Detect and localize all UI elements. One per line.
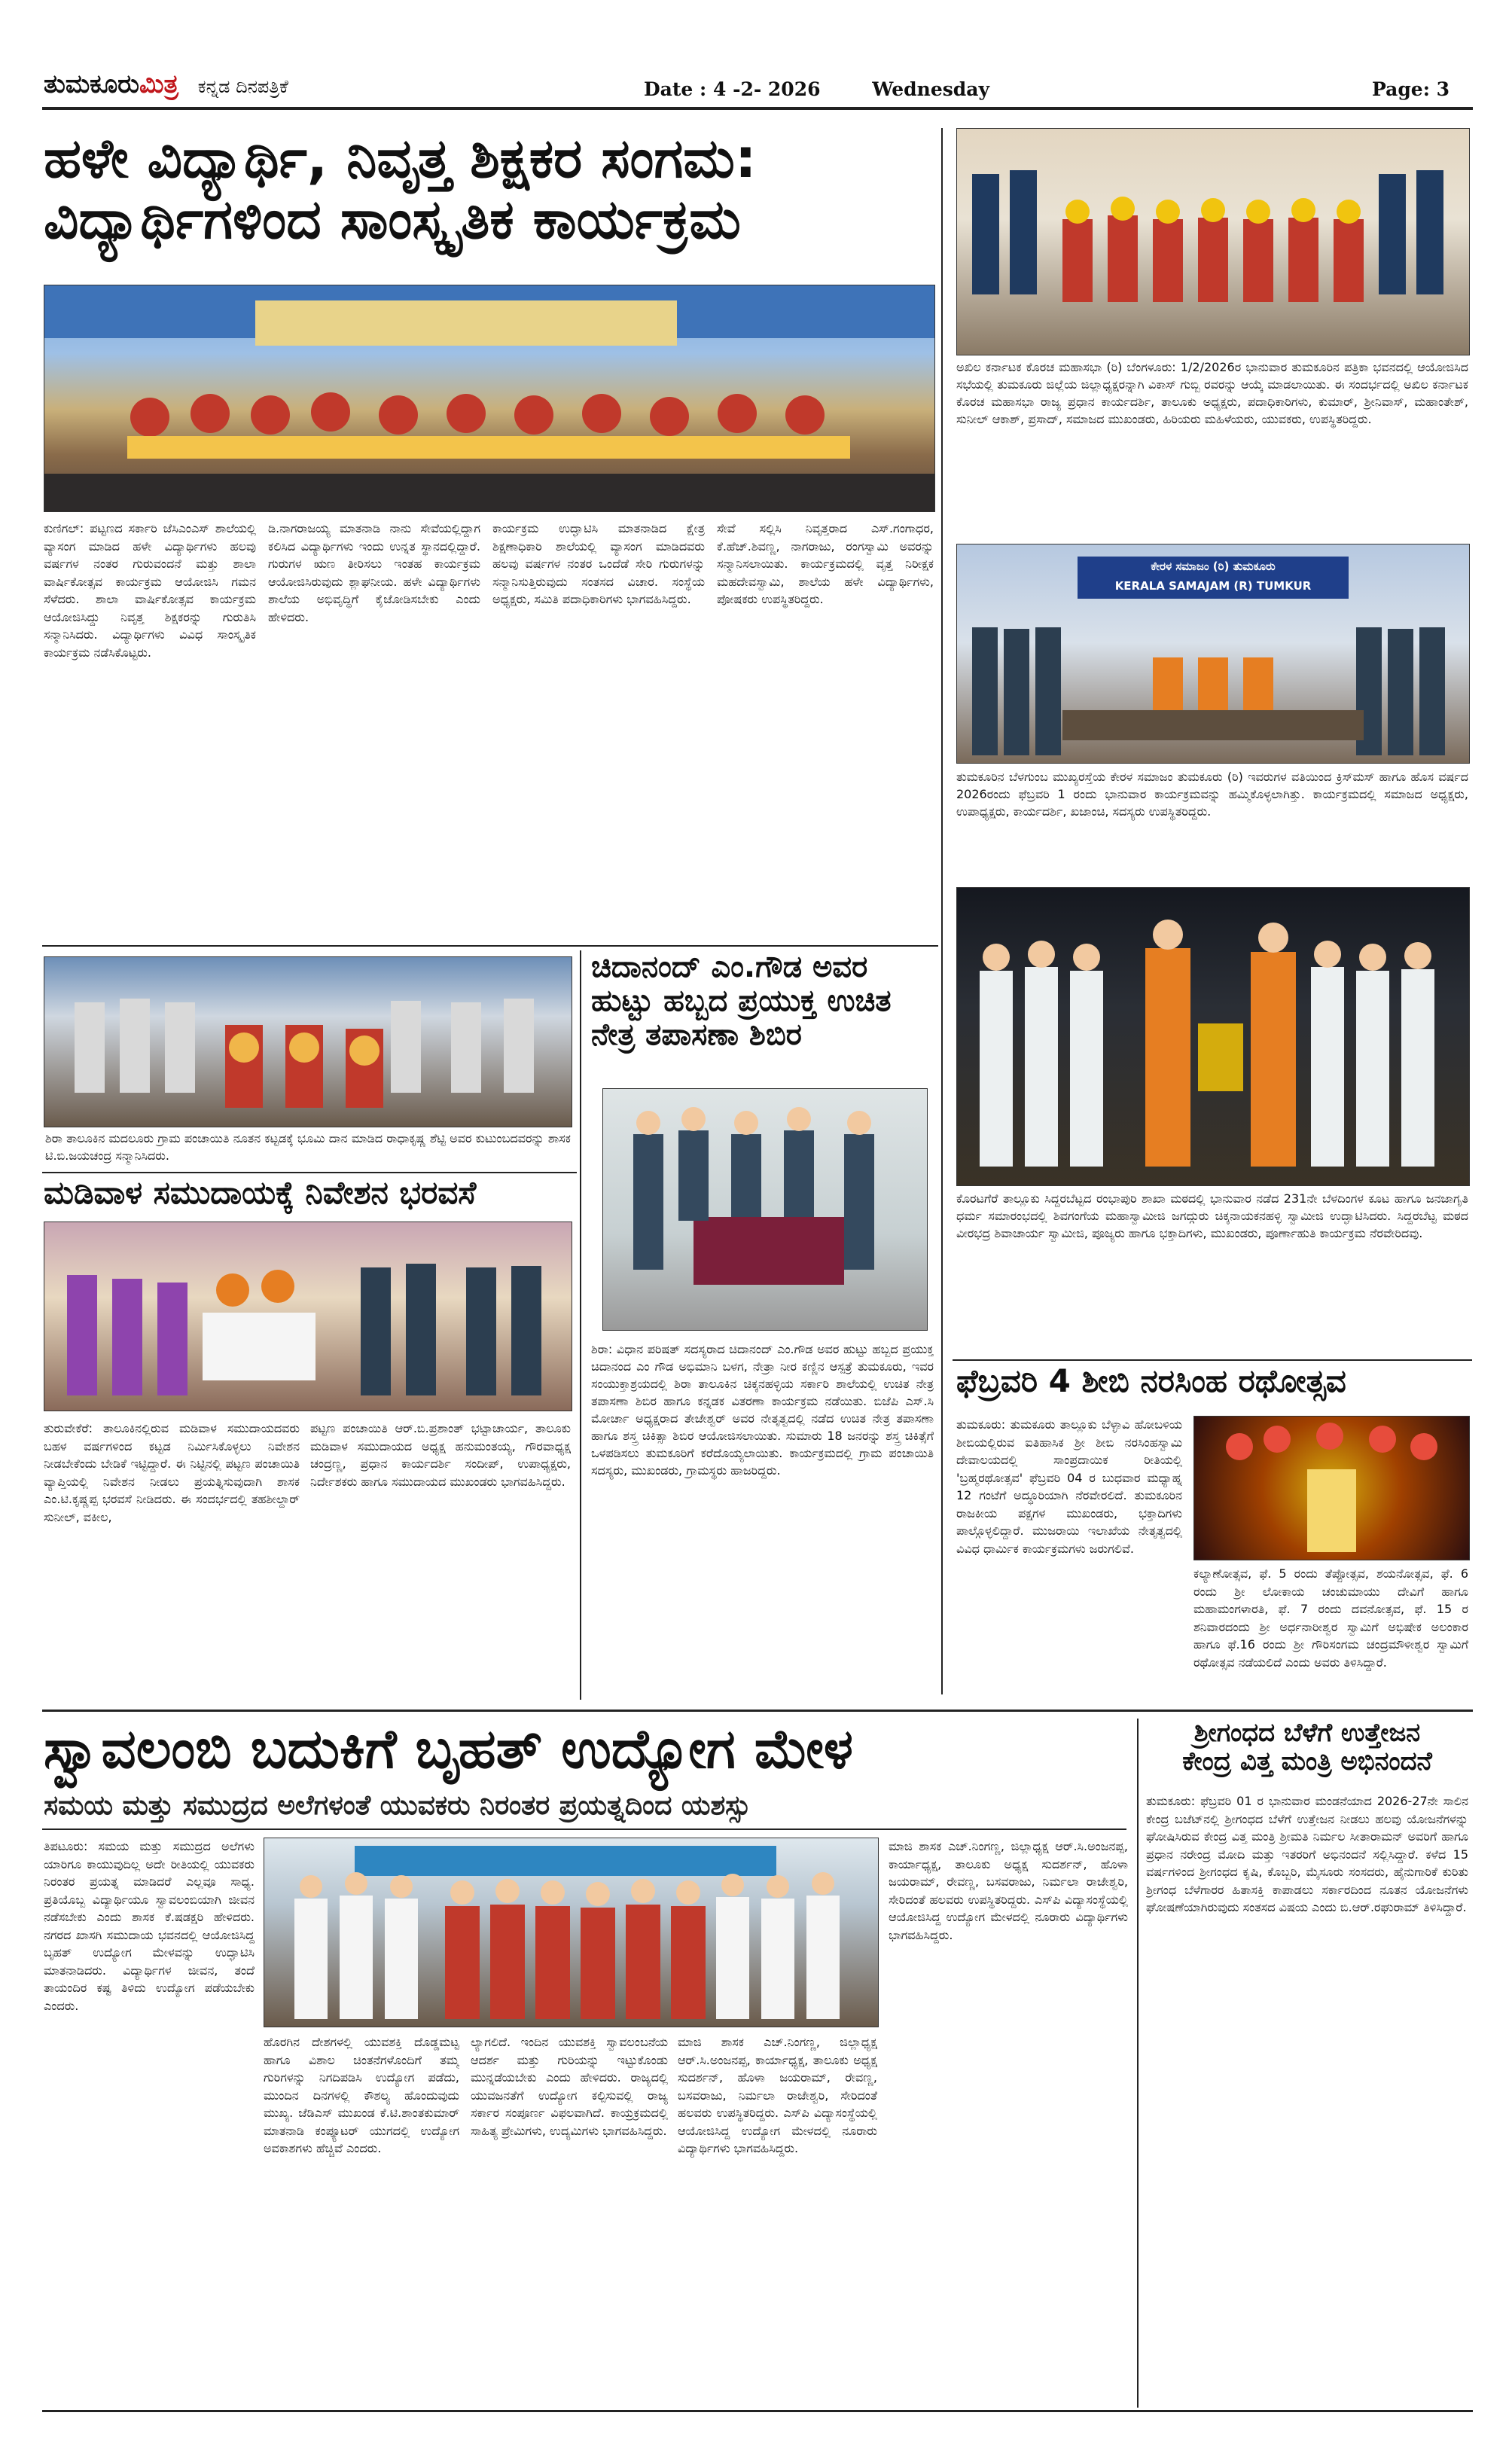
article5-top-rule: [953, 1359, 1472, 1361]
bottom-rule: [42, 2410, 1473, 2412]
article1-col1: ಕುಣಿಗಲ್: ಪಟ್ಟಣದ ಸರ್ಕಾರಿ ಜೆಸಿಎಂಎಸ್ ಶಾಲೆಯಲ್ಲಿ ವ್ಯಾಸಂಗ ಮಾಡಿದ ಹಳೇ ವಿದ್ಯಾರ್ಥಿಗಳು ಹಲವು ವರ್ಷಗಳ ನಂತರ ಗುರುವಂದನೆ ಮತ್ತು ಶಾಲಾ ವಾರ್ಷಿಕೋತ್ಸವ ಕಾರ್ಯಕ್ರಮ ಆಯೋಜಿಸಿ ಗಮನ ಸೆಳೆದರು. ಶಾಲಾ ವಾರ್ಷಿಕೋತ್ಸವ ಕಾರ್ಯಕ್ರಮ ಆಯೋಜಿಸಿದ್ದು ನಿವೃತ್ತ ಶಿಕ್ಷಕರನ್ನು ಗುರುತಿಸಿ ಸನ್ಮಾನಿಸಿದರು. ವಿದ್ಯಾರ್ಥಿಗಳು ವಿವಿಧ ಸಾಂಸ್ಕೃತಿಕ ಕಾರ್ಯಕ್ರಮ ನಡೆಸಿಕೊಟ್ಟರು.: [44, 521, 256, 660]
issue-date: [644, 78, 989, 100]
article5-col2: ಕಲ್ಯಾಣೋತ್ಸವ, ಫೆ. 5 ರಂದು ತೆಪ್ಪೋತ್ಸವ, ಶಯನೋತ್ಸವ, ಫೆ. 6 ರಂದು ಶ್ರೀ ಲೋಕಾಯ ಚಂಚುಮಾಯು ದೇವಿಗೆ ಹಾಗೂ ಮಹಾಮಂಗಳಾರತಿ, ಫೆ. 7 ರಂದು ದವನೋತ್ಸವ, ಫೆ. 15 ರ ಶನಿವಾರದಂದು ಶ್ರೀ ಅರ್ಧನಾರೀಶ್ವರ ಸ್ವಾಮಿಗೆ ಅಭಿಷೇಕ ಅಲಂಕಾರ ಹಾಗೂ ಫೆ.16 ರಂದು ಶ್ರೀ ಗೌರಿಸಂಗಮ ಚಂದ್ರಮೌಳೀಶ್ವರ ಸ್ವಾಮಿಗೆ ರಥೋತ್ಸವ ನಡೆಯಲಿದೆ ಎಂದು ಅವರು ತಿಳಿಸಿದ್ದಾರೆ.: [1193, 1566, 1468, 1670]
article6-col4: ಮಾಜಿ ಶಾಸಕ ಎಚ್.ನಿಂಗಣ್ಣ, ಜಿಲ್ಲಾಧ್ಯಕ್ಷ ಆರ್.ಸಿ.ಅಂಜನಪ್ಪ, ಕಾರ್ಯಾಧ್ಯಕ್ಷ, ತಾಲೂಕು ಅಧ್ಯಕ್ಷ ಸುದರ್ಶನ್, ಹೊಳಾ ಜಯರಾಮ್, ರೇವಣ್ಣ, ಬಸವರಾಜು, ನಿರ್ಮಲಾ ರಾಜೇಶ್ವರಿ, ಸೇರಿದಂತೆ ಹಲವರು ಉಪಸ್ಥಿತರಿದ್ದರು. ಎಸ್‌ಪಿ ವಿದ್ಯಾಸಂಸ್ಥೆಯಲ್ಲಿ ಆಯೋಜಿಸಿದ್ದ ಉದ್ಯೋಗ ಮೇಳದಲ್ಲಿ ನೂರಾರು ವಿದ್ಯಾರ್ಥಿಗಳು ಭಾಗವಹಿಸಿದ್ದರು.: [678, 2035, 877, 2155]
article2-photo-illustration: [44, 957, 572, 1127]
article6-col3: ಲ್ಯಾಗಲಿದೆ. ಇಂದಿನ ಯುವಶಕ್ತಿ ಸ್ವಾವಲಂಬನೆಯ ಆದರ್ಶ ಮತ್ತು ಗುರಿಯನ್ನು ಇಟ್ಟುಕೊಂಡು ಮುನ್ನಡೆಯಬೇಕು ಎಂದು ಹೇಳಿದರು. ರಾಜ್ಯದಲ್ಲಿ ಯುವಜನತೆಗೆ ಉದ್ಯೋಗ ಕಲ್ಪಿಸುವಲ್ಲಿ ರಾಜ್ಯ ಸರ್ಕಾರ ಸಂಪೂರ್ಣ ವಿಫಲವಾಗಿದೆ. ಕಾಯ್ರಕ್ರಮದಲ್ಲಿ ಸಾಹಿತ್ಯ ಪ್ರೇಮಿಗಳು, ಉದ್ಯಮಿಗಳು ಭಾಗವಹಿಸಿದ್ದರು.: [471, 2035, 668, 2138]
masthead-subtitle: ಕನ್ನಡ ದಿನಪತ್ರಿಕೆ: [197, 76, 288, 97]
article7-headline: [1146, 1719, 1468, 1776]
weekday-text: Wednesday: [872, 78, 990, 100]
article6-headline: ಸ್ವಾವಲಂಬಿ ಬದುಕಿಗೆ ಬೃಹತ್ ಉದ್ಯೋಗ ಮೇಳ: [44, 1717, 854, 1780]
article4-left-rule: [580, 950, 581, 1700]
masthead-brand-accent: ಮಿತ್ರ: [139, 69, 178, 99]
masthead-brand: ತುಮಕೂರು: [44, 69, 139, 99]
article3-photo-illustration: [44, 1222, 572, 1411]
article4-headline-line2: ಹುಟ್ಟು ಹಬ್ಬದ ಪ್ರಯುಕ್ತ ಉಚಿತ: [591, 983, 892, 1018]
right1-photo-illustration: [957, 129, 1469, 355]
article5-photo-illustration: [1194, 1417, 1469, 1560]
article1-headline: [44, 128, 932, 249]
right3-caption: ಕೊರಟಗೆರೆ ತಾಲ್ಲೂಕು ಸಿದ್ದರಬೆಟ್ಟದ ರಂಭಾಪುರಿ ಶಾಖಾ ಮಠದಲ್ಲಿ ಭಾನುವಾರ ನಡೆದ 231ನೇ ಬೆಳದಿಂಗಳ ಕೂಟ ಹಾಗೂ ಜನಜಾಗೃತಿ ಧರ್ಮ ಸಮಾರಂಭದಲ್ಲಿ ಶಿವಗಂಗೆಯ ಮಹಾಸ್ವಾಮೀಜಿ ಜಗದ್ಗುರು ಚಿಕ್ಕನಾಯಕನಹಳ್ಳಿ ಸ್ವಾಮೀಜಿ ಉದ್ಘಾಟಿಸಿದರು. ಸಿದ್ದರಬೆಟ್ಟ ಮಠದ ವೀರಭದ್ರ ಶಿವಾಚಾರ್ಯ ಸ್ವಾಮೀಜಿ, ಪೂಜ್ಯರು ಹಾಗೂ ಭಕ್ತಾದಿಗಳು, ಮುಖಂಡರು, ಪೂರ್ಣಾಹುತಿ ಕಾರ್ಯಕ್ರಮ ನೆರವೇರಿದವು.: [956, 1191, 1468, 1240]
article1-bottom-rule: [42, 945, 938, 947]
article1-headline-line1: ಹಳೇ ವಿದ್ಯಾರ್ಥಿ, ನಿವೃತ್ತ ಶಿಕ್ಷಕರ ಸಂಗಮ:: [44, 127, 757, 190]
right3-photo: [956, 887, 1470, 1186]
article2-caption: ಶಿರಾ ತಾಲೂಕಿನ ಮದಲೂರು ಗ್ರಾಮ ಪಂಚಾಯಿತಿ ನೂತನ ಕಟ್ಟಡಕ್ಕೆ ಭೂಮಿ ದಾನ ಮಾಡಿದ ರಾಧಾಕೃಷ್ಣ ಶೆಟ್ಟಿ ಅವರ ಕುಟುಂಬದವರನ್ನು ಶಾಸಕ ಟಿ.ಬಿ.ಜಯಚಂದ್ರ ಸನ್ಮಾನಿಸಿದರು.: [45, 1131, 571, 1163]
article6-col1: ತಿಪಟೂರು: ಸಮಯ ಮತ್ತು ಸಮುದ್ರದ ಅಲೆಗಳು ಯಾರಿಗೂ ಕಾಯುವುದಿಲ್ಲ ಅದೇ ರೀತಿಯಲ್ಲಿ ಯುವಕರು ನಿರಂತರ ಪ್ರಯತ್ನ ಮಾಡಿದರೆ ಎಲ್ಲವೂ ಸಾಧ್ಯ. ಪ್ರತಿಯೊಬ್ಬ ವಿದ್ಯಾರ್ಥಿಯೂ ಸ್ವಾವಲಂಬಿಯಾಗಿ ಜೀವನ ನಡೆಸಬೇಕು ಎಂದು ಶಾಸಕ ಕೆ.ಷಡಕ್ಷರಿ ಹೇಳಿದರು. ನಗರದ ಖಾಸಗಿ ಸಮುದಾಯ ಭವನದಲ್ಲಿ ಆಯೋಜಿಸಿದ್ದ ಬೃಹತ್ ಉದ್ಯೋಗ ಮೇಳವನ್ನು ಉದ್ಘಾಟಿಸಿ ಮಾತನಾಡಿದರು. ವಿದ್ಯಾರ್ಥಿಗಳ ಜೀವನ, ತಂದೆ ತಾಯಂದಿರ ಕಷ್ಟ ತಿಳಿದು ಉದ್ಯೋಗ ಪಡೆಯಬೇಕು ಎಂದರು.: [44, 1839, 255, 2013]
article7-body: ತುಮಕೂರು: ಫೆಬ್ರವರಿ 01 ರ ಭಾನುವಾರ ಮಂಡನೆಯಾದ 2026-27ನೇ ಸಾಲಿನ ಕೇಂದ್ರ ಬಜೆಟ್‌ನಲ್ಲಿ ಶ್ರೀಗಂಧದ ಬೆಳೆಗೆ ಉತ್ತೇಜನ ನೀಡಲು ಹಲವು ಯೋಜನೆಗಳನ್ನು ಘೋಷಿಸಿರುವ ಕೇಂದ್ರ ವಿತ್ತ ಮಂತ್ರಿ ಶ್ರೀಮತಿ ನಿರ್ಮಲ ಸೀತಾರಾಮನ್ ಅವರಿಗೆ ಹಾಗೂ ಪ್ರಧಾನ ನರೇಂದ್ರ ಮೋದಿ ಮತ್ತು ಇತರರಿಗೆ ಅಭಿನಂದನೆ ಸಲ್ಲಿಸಿದ್ದಾರೆ. ಕಳೆದ 15 ವರ್ಷಗಳಿಂದ ಶ್ರೀಗಂಧದ ಕೃಷಿ, ಕೊಬ್ಬರಿ, ಮೈಸೂರು ಸಂಸದರು, ಹೈನುಗಾರಿಕೆ ಕುರಿತು ಶ್ರೀಗಂಧ ಬೆಳೆಗಾರರ ಹಿತಾಸಕ್ತಿ ಕಾಪಾಡಲು ಸರ್ಕಾರದಿಂದ ನೂತನ ಯೋಜನೆಗಳು ಘೋಷಣೆಯಾಗಿರುವುದು ಸಂತಸದ ವಿಷಯ ಎಂದು ಬಿ.ಆರ್.ರಘುರಾಮ್ ತಿಳಿಸಿದ್ದಾರೆ.: [1146, 1794, 1468, 1914]
article3-headline: ಮಡಿವಾಳ ಸಮುದಾಯಕ್ಕೆ ನಿವೇಶನ ಭರವಸೆ: [44, 1174, 477, 1211]
article4-headline-line3: ನೇತ್ರ ತಪಾಸಣಾ ಶಿಬಿರ: [591, 1017, 802, 1052]
right1-caption: ಅಖಿಲ ಕರ್ನಾಟಕ ಕೊರಚ ಮಹಾಸಭಾ (ರಿ) ಬೆಂಗಳೂರು: 1/2/2026ರ ಭಾನುವಾರ ತುಮಕೂರಿನ ಪತ್ರಿಕಾ ಭವನದಲ್ಲಿ ಆಯೋಜಿಸಿದ ಸಭೆಯಲ್ಲಿ ತುಮಕೂರು ಜಿಲ್ಲೆಯ ಜಿಲ್ಲಾಧ್ಯಕ್ಷರನ್ನಾಗಿ ವಿಕಾಸ್ ಗುಬ್ಬಿ ರವರನ್ನು ಆಯ್ಕೆ ಮಾಡಲಾಯಿತು. ಈ ಸಂದರ್ಭದಲ್ಲಿ ಅಖಿಲ ಕರ್ನಾಟಕ ಕೊರಚ ಮಹಾಸಭಾ ರಾಜ್ಯ ಪ್ರಧಾನ ಕಾರ್ಯದರ್ಶಿ, ತಾಲೂಕು ಅಧ್ಯಕ್ಷರು, ಪದಾಧಿಕಾರಿಗಳು, ಕುಮಾರ್, ಶ್ರೀನಿವಾಸ್, ಮಹಾಂತೇಶ್, ಸುನೀಲ್ ಆಕಾಶ್, ಪ್ರಸಾದ್, ಸಮಾಜದ ಮುಖಂಡರು, ಹಿರಿಯರು ಮಹಿಳೆಯರು, ಯುವಕರು, ಉಪಸ್ಥಿತರಿದ್ದರು.: [956, 360, 1468, 426]
section-rule: [42, 1710, 1473, 1712]
masthead: [44, 69, 288, 99]
right2-photo: [956, 544, 1470, 764]
article1-photo-illustration: [44, 285, 934, 511]
column-divider: [941, 128, 943, 1694]
article4-headline-line1: ಚಿದಾನಂದ್ ಎಂ.ಗೌಡ ಅವರ: [591, 950, 868, 984]
article3-col2: ಪಟ್ಟಣ ಪಂಚಾಯಿತಿ ಆರ್.ಬಿ.ಪ್ರಶಾಂತ್ ಭಟ್ಟಾಚಾರ್ಯ, ತಾಲೂಕು ಮಡಿವಾಳ ಸಮುದಾಯದ ಅಧ್ಯಕ್ಷ ಹನುಮಂತಯ್ಯ, ಗೌರವಾಧ್ಯಕ್ಷ ಚಂದ್ರಣ್ಣ, ಪ್ರಧಾನ ಕಾರ್ಯದರ್ಶಿ ಸಂದೀಪ್, ಉಪಾಧ್ಯಕ್ಷರು, ನಿರ್ದೇಶಕರು ಹಾಗೂ ಸಮುದಾಯದ ಮುಖಂಡರು ಭಾಗವಹಿಸಿದ್ದರು.: [310, 1421, 571, 1489]
article4-caption: ಶಿರಾ: ವಿಧಾನ ಪರಿಷತ್ ಸದಸ್ಯರಾದ ಚಿದಾನಂದ್ ಎಂ.ಗೌಡ ಅವರ ಹುಟ್ಟು ಹಬ್ಬದ ಪ್ರಯುಕ್ತ ಚಿದಾನಂದ ಎಂ ಗೌಡ ಅಭಿಮಾನಿ ಬಳಗ, ನೇತ್ರಾ ನೀರ ಕಣ್ಣಿನ ಆಸ್ಪತ್ರೆ ತುಮಕೂರು, ಇವರ ಸಂಯುಕ್ತಾಶ್ರಯದಲ್ಲಿ ಶಿರಾ ತಾಲೂಕಿನ ಚಿಕ್ಕನಹಳ್ಳಿಯ ಸರ್ಕಾರಿ ಶಾಲೆಯಲ್ಲಿ ಉಚಿತ ನೇತ್ರ ತಪಾಸಣಾ ಶಿಬಿರ ಹಾಗೂ ಕನ್ನಡಕ ವಿತರಣಾ ಕಾರ್ಯಕ್ರಮ ನಡೆಯಿತು. ಬಿಜೆಪಿ ಎಸ್.ಸಿ ಮೋರ್ಚಾ ಅಧ್ಯಕ್ಷರಾದ ತೇಜೇಶ್ವರ್ ಅವರ ನೇತೃತ್ವದಲ್ಲಿ ನಡೆದ ಉಚಿತ ನೇತ್ರ ತಪಾಸಣಾ ಹಾಗೂ ಶಸ್ತ್ರ ಚಿಕಿತ್ಸಾ ಶಿಬಿರ ಆಯೋಜಿಸಲಾಯಿತು. ಸುಮಾರು 18 ಜನರನ್ನು ಶಸ್ತ್ರ ಚಿಕಿತ್ಸೆಗೆ ಒಳಪಡಿಸಲು ತುಮಕೂರಿಗೆ ಕರೆದೊಯ್ಯಲಾಯಿತು. ಕಾರ್ಯಕ್ರಮದಲ್ಲಿ ಗ್ರಾಮ ಪಂಚಾಯಿತಿ ಸದಸ್ಯರು, ಮುಖಂಡರು, ಗ್ರಾಮಸ್ಥರು ಹಾಜರಿದ್ದರು.: [591, 1342, 934, 1478]
date-text: Date : 4 -2- 2026: [644, 78, 821, 100]
article6-col4-continued: ಮಾಜಿ ಶಾಸಕ ಎಚ್.ನಿಂಗಣ್ಣ, ಜಿಲ್ಲಾಧ್ಯಕ್ಷ ಆರ್.ಸಿ.ಅಂಜನಪ್ಪ, ಕಾರ್ಯಾಧ್ಯಕ್ಷ, ತಾಲೂಕು ಅಧ್ಯಕ್ಷ ಸುದರ್ಶನ್, ಹೊಳಾ ಜಯರಾಮ್, ರೇವಣ್ಣ, ಬಸವರಾಜು, ನಿರ್ಮಲಾ ರಾಜೇಶ್ವರಿ, ಸೇರಿದಂತೆ ಹಲವರು ಉಪಸ್ಥಿತರಿದ್ದರು. ಎಸ್‌ಪಿ ವಿದ್ಯಾಸಂಸ್ಥೆಯಲ್ಲಿ ಆಯೋಜಿಸಿದ್ದ ಉದ್ಯೋಗ ಮೇಳದಲ್ಲಿ ನೂರಾರು ವಿದ್ಯಾರ್ಥಿಗಳು ಭಾಗವಹಿಸಿದ್ದರು.: [889, 1839, 1128, 1942]
article1-headline-line2: ವಿದ್ಯಾರ್ಥಿಗಳಿಂದ ಸಾಂಸ್ಕೃತಿಕ ಕಾರ್ಯಕ್ರಮ: [44, 187, 741, 251]
right1-photo: [956, 128, 1470, 355]
article6-subhead-rule: [42, 1829, 1126, 1830]
article3-top-rule: [42, 1172, 577, 1173]
article1-col4: ಸೇವೆ ಸಲ್ಲಿಸಿ ನಿವೃತ್ತರಾದ ಎಸ್.ಗಂಗಾಧರ, ಕೆ.ಹೆಚ್.ಶಿವಣ್ಣ, ನಾಗರಾಜು, ರಂಗಸ್ವಾಮಿ ಅವರನ್ನು ಸನ್ಮಾನಿಸಲಾಯಿತು. ಕಾರ್ಯಕ್ರಮದಲ್ಲಿ ವೃತ್ತ ನಿರೀಕ್ಷಕ ಮಹದೇವಸ್ವಾಮಿ, ಶಾಲೆಯ ಹಳೇ ವಿದ್ಯಾರ್ಥಿಗಳು, ಪೋಷಕರು ಉಪಸ್ಥಿತರಿದ್ದರು.: [717, 521, 934, 606]
article3-col1: ತುರುವೇಕೆರೆ: ತಾಲೂಕಿನಲ್ಲಿರುವ ಮಡಿವಾಳ ಸಮುದಾಯದವರು ಬಹಳ ವರ್ಷಗಳಿಂದ ಕಟ್ಟಡ ನಿರ್ಮಿಸಿಕೊಳ್ಳಲು ನಿವೇಶನ ನೀಡಬೇಕೆಂದು ಬೇಡಿಕೆ ಇಟ್ಟಿದ್ದಾರೆ. ಈ ನಿಟ್ಟಿನಲ್ಲಿ ಪಟ್ಟಣ ಪಂಚಾಯಿತಿ ವ್ಯಾಪ್ತಿಯಲ್ಲಿ ನಿವೇಶನ ನೀಡಲು ಪ್ರಯತ್ನಿಸುವುದಾಗಿ ಶಾಸಕ ಎಂ.ಟಿ.ಕೃಷ್ಣಪ್ಪ ಭರವಸೆ ನೀಡಿದರು. ಈ ಸಂದರ್ಭದಲ್ಲಿ ತಹಶೀಲ್ದಾರ್ ಸುನೀಲ್, ವಕೀಲ,: [44, 1421, 300, 1524]
article3-photo: [44, 1222, 572, 1411]
article1-col2: ಡಿ.ನಾಗರಾಜಯ್ಯ ಮಾತನಾಡಿ ನಾನು ಸೇವೆಯಲ್ಲಿದ್ದಾಗ ಕಲಿಸಿದ ವಿದ್ಯಾರ್ಥಿಗಳು ಇಂದು ಉನ್ನತ ಸ್ಥಾನದಲ್ಲಿದ್ದಾರೆ. ಗುರುಗಳ ಋಣ ತೀರಿಸಲು ಇಂತಹ ಕಾರ್ಯಕ್ರಮ ಆಯೋಜಿಸಿರುವುದು ಶ್ಲಾಘನೀಯ. ಹಳೇ ವಿದ್ಯಾರ್ಥಿಗಳು ಶಾಲೆಯ ಅಭಿವೃದ್ಧಿಗೆ ಕೈಜೋಡಿಸಬೇಕು ಎಂದು ಹೇಳಿದರು.: [268, 521, 480, 624]
article6-subhead: ಸಮಯ ಮತ್ತು ಸಮುದ್ರದ ಅಲೆಗಳಂತೆ ಯುವಕರು ನಿರಂತರ ಪ್ರಯತ್ನದಿಂದ ಯಶಸ್ಸು: [44, 1790, 751, 1821]
article6-col3-top: [889, 1838, 1128, 2402]
article5-photo: [1193, 1416, 1470, 1560]
right2-caption: ತುಮಕೂರಿನ ಬೆಳಗುಂಬ ಮುಖ್ಯರಸ್ತೆಯ ಕೇರಳ ಸಮಾಜಂ ತುಮಕೂರು (ರಿ) ಇವರುಗಳ ವತಿಯಿಂದ ಕ್ರಿಸ್‌ಮಸ್ ಹಾಗೂ ಹೊಸ ವರ್ಷದ 2026ರಂದು ಫೆಬ್ರವರಿ 1 ರಂದು ಭಾನುವಾರ ಕಾರ್ಯಕ್ರಮವನ್ನು ಹಮ್ಮಿಕೊಳ್ಳಲಾಗಿತ್ತು. ಕಾರ್ಯಕ್ರಮದಲ್ಲಿ ಸಮಾಜದ ಅಧ್ಯಕ್ಷರು, ಉಪಾಧ್ಯಕ್ಷರು, ಕಾರ್ಯದರ್ಶಿ, ಖಜಾಂಚಿ, ಸದಸ್ಯರು ಉಪಸ್ಥಿತರಿದ್ದರು.: [956, 770, 1468, 819]
article1-col3: ಕಾರ್ಯಕ್ರಮ ಉದ್ಘಾಟಿಸಿ ಮಾತನಾಡಿದ ಕ್ಷೇತ್ರ ಶಿಕ್ಷಣಾಧಿಕಾರಿ ಶಾಲೆಯಲ್ಲಿ ವ್ಯಾಸಂಗ ಮಾಡಿದವರು ಹಲವು ವರ್ಷಗಳ ನಂತರ ಒಂದೆಡೆ ಸೇರಿ ಗುರುಗಳನ್ನು ಸನ್ಮಾನಿಸುತ್ತಿರುವುದು ಸಂತಸದ ವಿಚಾರ. ಸಂಸ್ಥೆಯ ಅಧ್ಯಕ್ಷರು, ಸಮಿತಿ ಪದಾಧಿಕಾರಿಗಳು ಭಾಗವಹಿಸಿದ್ದರು.: [492, 521, 705, 606]
article5-col1: ತುಮಕೂರು: ತುಮಕೂರು ತಾಲ್ಲೂಕು ಬೆಳ್ಳಾವಿ ಹೋಬಳಿಯ ಶೀಬಿಯಲ್ಲಿರುವ ಐತಿಹಾಸಿಕ ಶ್ರೀ ಶೀಬಿ ನರಸಿಂಹಸ್ವಾಮಿ ದೇವಾಲಯದಲ್ಲಿ ಸಾಂಪ್ರದಾಯಿಕ ರೀತಿಯಲ್ಲಿ 'ಬ್ರಹ್ಮರಥೋತ್ಸವ' ಫೆಬ್ರವರಿ 04 ರ ಬುಧವಾರ ಮಧ್ಯಾಹ್ನ 12 ಗಂಟೆಗೆ ಅದ್ಧೂರಿಯಾಗಿ ನೆರವೇರಲಿದೆ. ತುಮಕೂರಿನ ರಾಜಕೀಯ ಪಕ್ಷಗಳ ಮುಖಂಡರು, ಭಕ್ತಾದಿಗಳು ಪಾಲ್ಗೊಳ್ಳಲಿದ್ದಾರೆ. ಮುಜರಾಯಿ ಇಲಾಖೆಯ ನೇತೃತ್ವದಲ್ಲಿ ವಿವಿಧ ಧಾರ್ಮಿಕ ಕಾರ್ಯಕ್ರಮಗಳು ಜರುಗಲಿವೆ.: [956, 1417, 1182, 1556]
article7-headline-line1: ಶ್ರೀಗಂಧದ ಬೆಳೆಗೆ ಉತ್ತೇಜನ: [1193, 1718, 1421, 1748]
article7-left-rule: [1137, 1719, 1139, 2408]
article1-photo: [44, 285, 935, 512]
article4-photo-illustration: [603, 1089, 927, 1330]
page-number: Page: 3: [1372, 78, 1450, 100]
article6-photo: [264, 1838, 879, 2027]
article5-headline: ಫೆಬ್ರವರಿ 4 ಶೀಬಿ ನರಸಿಂಹ ರಥೋತ್ಸವ: [956, 1362, 1346, 1399]
article4-headline: [591, 950, 934, 1051]
article7-headline-line2: ಕೇಂದ್ರ ವಿತ್ತ ಮಂತ್ರಿ ಅಭಿನಂದನೆ: [1182, 1746, 1432, 1777]
right3-photo-illustration: [957, 888, 1469, 1185]
right2-photo-illustration: [957, 544, 1469, 763]
article6-col2: ಹೊರಗಿನ ದೇಶಗಳಲ್ಲಿ ಯುವಶಕ್ತಿ ದೊಡ್ಡಮಟ್ಟ ಹಾಗೂ ವಿಶಾಲ ಚಿಂತನೆಗಳೊಂದಿಗೆ ತಮ್ಮ ಗುರಿಗಳನ್ನು ನಿಗದಿಪಡಿಸಿ ಉದ್ಯೋಗ ಪಡೆದು, ಮುಂದಿನ ದಿನಗಳಲ್ಲಿ ಕೌಶಲ್ಯ ಹೊಂದುವುದು ಮುಖ್ಯ. ಜೆಡಿಎಸ್ ಮುಖಂಡ ಕೆ.ಟಿ.ಶಾಂತಕುಮಾರ್ ಮಾತನಾಡಿ ಕಂಪ್ಯೂಟರ್ ಯುಗದಲ್ಲಿ ಉದ್ಯೋಗ ಅವಕಾಶಗಳು ಹೆಚ್ಚಿವೆ ಎಂದರು.: [264, 2035, 459, 2155]
right2-banner-line1: ಕೇರಳ ಸಮಾಜಂ (ರಿ) ತುಮಕೂರು: [1151, 560, 1276, 573]
right2-banner-line2: KERALA SAMAJAM (R) TUMKUR: [1114, 579, 1312, 593]
article4-photo: [602, 1088, 928, 1331]
article6-photo-illustration: [264, 1838, 878, 2027]
article2-photo: [44, 956, 572, 1127]
masthead-rule: [42, 107, 1473, 110]
